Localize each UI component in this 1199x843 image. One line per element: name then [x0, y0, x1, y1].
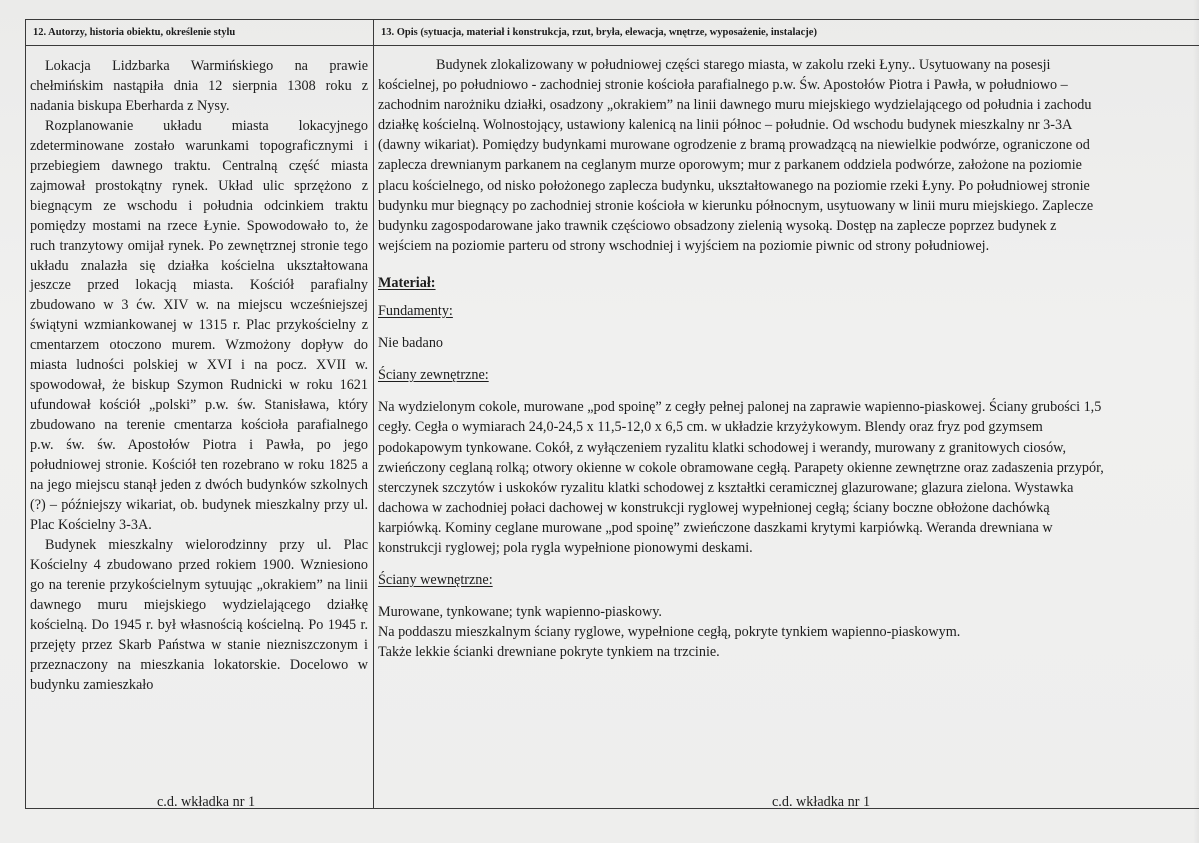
history-paragraph-1: Lokacja Lidzbarka Warmińskiego na prawie chełmińskim nastąpiła dnia 12 sierpnia 1308 roku z nadania biskupa Eberharda z Nysy.	[30, 58, 368, 114]
description-continuation-note: c.d. wkładka nr 1	[772, 794, 871, 810]
spacer	[378, 385, 1106, 397]
interior-walls-line-3: Także lekkie ścianki drewniane pokryte tynkiem na trzcinie.	[378, 644, 720, 661]
heading-description: 13. Opis (sytuacja, materiał i konstrukcja, rzut, bryła, elewacja, wnętrze, wyposażenie, instalacje)	[381, 27, 817, 38]
description-column	[378, 55, 1106, 662]
spacer	[378, 256, 1106, 273]
interior-walls-line-1: Murowane, tynkowane; tynk wapienno-piaskowy.	[378, 604, 662, 621]
foundations-label: Fundamenty:	[378, 303, 453, 320]
history-continuation-note: c.d. wkładka nr 1	[157, 794, 256, 810]
column-divider	[373, 20, 374, 808]
description-intro: Budynek zlokalizowany w południowej części starego miasta, w zakolu rzeki Łyny.. Usytuowany na posesji kościelnej, po południowo - zachodniej stronie kościoła parafialnego p.w. Św. Apostołów Piotra i Pawła, w południowo – zachodnim narożniku działki, osadzony „okrakiem” na linii dawnego muru miejskiego wydzielającego od południa i zachodu działkę kościelną. Wolnostojący, ustawiony kalenicą na linii północ – południe. Od wschodu budynek mieszkalny nr 3-3A (dawny wikariat). Pomiędzy budynkami murowane ogrodzenie z bramą prowadzącą na niewielkie podwórze, ograniczone od zaplecza drewnianym parkanem na ceglanym murze oporowym; mur z parkanem oddziela podwórze, założone na poziomie placu kościelnego, od nisko położonego zaplecza budynku, ukształtowanego na poziomie rzeki Łyny. Po południowej stronie budynku mur biegnący po zachodniej stronie kościoła w kierunku północnym, usytuowany w linii muru miejskiego. Zaplecze budynku zagospodarowane jako trawnik częściowo obsadzony zielenią wysoką. Dostęp na zaplecze poprzez budynek z wejściem na poziomie parteru od strony wschodniej i wyjściem na poziomie piwnic od strony południowej.	[378, 57, 1094, 254]
spacer	[378, 558, 1106, 570]
spacer	[378, 321, 1106, 333]
exterior-walls-label: Ściany zewnętrzne:	[378, 367, 489, 384]
interior-walls-line-2: Na poddaszu mieszkalnym ściany ryglowe, wypełnione cegłą, pokryte tynkiem wapienno-piaskowym.	[378, 624, 961, 641]
foundations-text: Nie badano	[378, 335, 444, 352]
interior-walls-label: Ściany wewnętrzne:	[378, 572, 493, 589]
history-paragraph-2: Rozplanowanie układu miasta lokacyjnego zdeterminowane zostało warunkami topograficznymi i przebiegiem dawnego traktu. Centralną część miasta zajmował prostokątny rynek. Układ ulic sprzężono z biegnącym ze wschodu i południa odcinkiem traktu pomiędzy mostami na rzece Łynie. Spowodowało to, że ruch tranzytowy omijał rynek. Po zewnętrznej stronie tego układu znalazła się działka kościelna ukształtowana jeszcze przed lokacją miasta. Kościół parafialny zbudowano w 3 ćw. XIV w. na miejscu wcześniejszej świątyni wzmiankowanej w 1315 r. Plac przykościelny z cmentarzem otoczono murem. Wzmożony dopływ do miasta ludności polskiej w XVI i na pocz. XVII w. spowodował, że biskup Szymon Rudnicki w roku 1621 ufundował kościół „polski” p.w. św. Stanisława, który zbudowano na terenie cmentarza kościoła parafialnego p.w. św. św. Apostołów Piotra i Pawła, po jego południowej stronie. Kościół ten rozebrano w roku 1825 a na jego miejscu stanął jeden z dwóch budynków szkolnych (?) – późniejszy wikariat, ob. budynek mieszkalny przy ul. Plac Kościelny 3-3A.	[30, 117, 368, 533]
heading-authors-history: 12. Autorzy, historia obiektu, określenie stylu	[33, 27, 236, 38]
scan-edge-shadow	[1193, 0, 1199, 843]
form-frame	[25, 19, 1199, 809]
history-column	[30, 57, 368, 696]
header-rule	[26, 45, 1199, 46]
exterior-walls-text: Na wydzielonym cokole, murowane „pod spoinę” z cegły pełnej palonej na zaprawie wapienno-piaskowej. Ściany grubości 1,5 cegły. Cegła o wymiarach 24,0-24,5 x 11,5-12,0 x 6,5 cm. w układzie krzyżykowym. Blendy oraz fryz pod gzymsem podokapowym tynkowane. Cokół, z wyłączeniem ryzalitu klatki schodowej i werandy, murowany z granitowych ciosów, zwieńczony ceglaną rolką; otwory okienne w cokole obramowane cegłą. Parapety okienne zewnętrzne oraz zadaszenia przypór, sterczynek szczytów i uskoków ryzalitu klatki schodowej z kształtki ceramicznej glazurowane; glazura zielona. Wystawka dachowa w zachodniej połaci dachowej w konstrukcji ryglowej wypełnionej cegłą; ściany boczne obłożone dachówką karpiówką. Kominy ceglane murowane „pod spoinę” zwieńczone daszkami krytymi karpiówką. Weranda drewniana w konstrukcji ryglowej; pola rygla wypełnione pionowymi deskami.	[378, 399, 1104, 556]
spacer	[378, 353, 1106, 365]
history-paragraph-3: Budynek mieszkalny wielorodzinny przy ul. Plac Kościelny 4 zbudowano przed rokiem 1900. Wzniesiono go na terenie przykościelnym sytuując „okrakiem” na linii dawnego muru miejskiego wydzielającego działkę kościelną. Do 1945 r. był własnością kościelną. Po 1945 r. przejęty przez Skarb Państwa w stanie niezniszczonym i przeznaczony na mieszkania lokatorskie. Docelowo w budynku zamieszkało	[30, 536, 368, 693]
spacer	[378, 590, 1106, 602]
material-label: Materiał:	[378, 274, 436, 291]
spacer	[378, 293, 1106, 301]
